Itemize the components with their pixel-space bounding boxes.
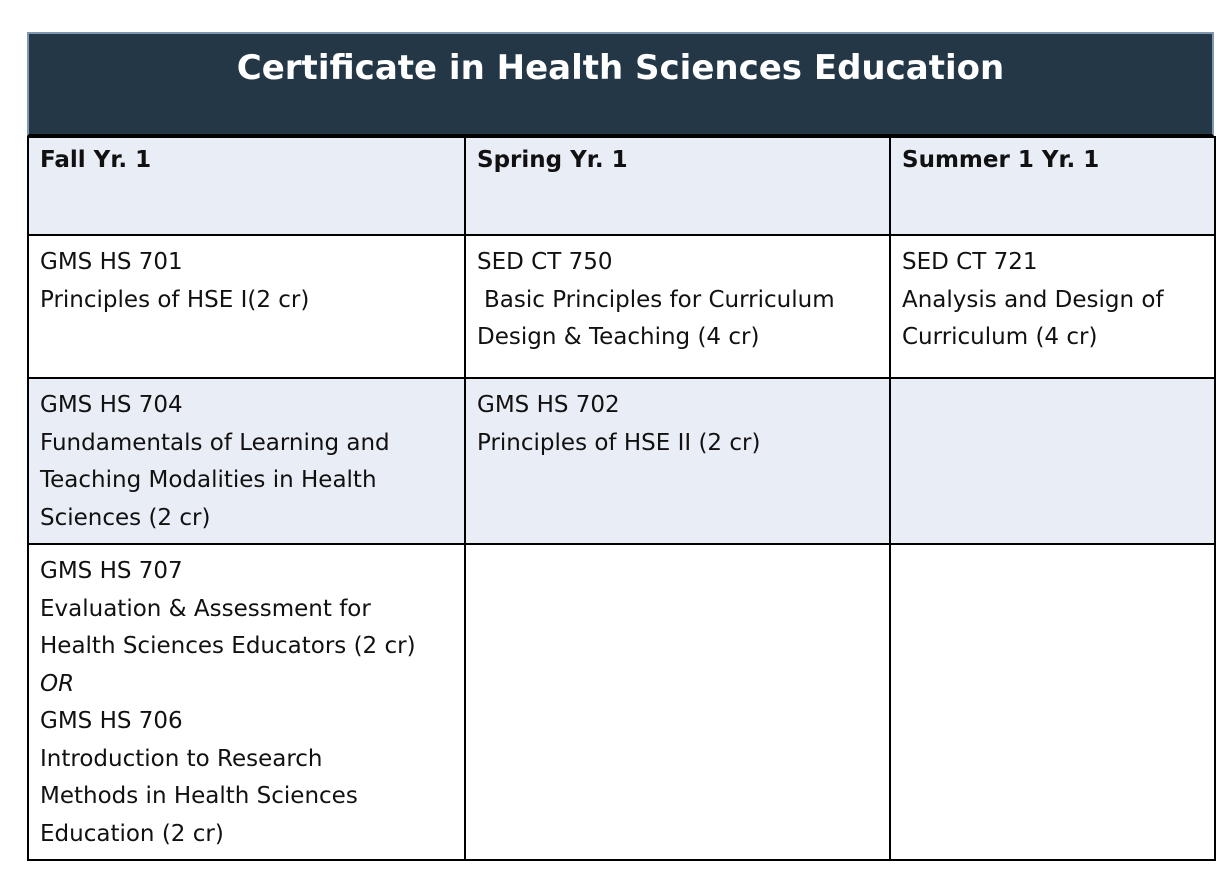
course-code: GMS HS 701 — [40, 249, 183, 275]
column-header-summer: Summer 1 Yr. 1 — [890, 137, 1215, 235]
course-code: GMS HS 707 — [40, 558, 183, 584]
certificate-document — [27, 32, 1214, 861]
course-title: Principles of HSE I(2 cr) — [40, 286, 310, 313]
course-code: SED CT 721 — [902, 249, 1038, 275]
course-code: GMS HS 702 — [477, 392, 620, 418]
course-title: Teaching Modalities in Health — [40, 467, 377, 493]
course-title: Fundamentals of Learning and — [40, 429, 390, 456]
course-title: Evaluation & Assessment for — [40, 595, 371, 622]
course-cell-summer — [890, 235, 1215, 378]
column-header-fall: Fall Yr. 1 — [28, 137, 465, 235]
course-title: Health Sciences Educators (2 cr) — [40, 633, 416, 659]
alt-course-code: GMS HS 706 — [40, 708, 183, 734]
alt-course-title: Introduction to Research — [40, 745, 323, 772]
course-cell-fall — [28, 235, 465, 378]
empty-cell-spring — [465, 544, 890, 860]
course-title: Sciences (2 cr) — [40, 504, 211, 531]
document-title: Certificate in Health Sciences Education — [27, 32, 1214, 136]
course-title: Curriculum (4 cr) — [902, 324, 1098, 350]
column-header-spring: Spring Yr. 1 — [465, 137, 890, 235]
table-row — [28, 544, 1215, 860]
empty-cell-summer — [890, 544, 1215, 860]
course-cell-spring — [465, 378, 890, 544]
course-cell-fall — [28, 544, 465, 860]
table-row — [28, 378, 1215, 544]
course-title: Design & Teaching (4 cr) — [477, 324, 760, 350]
course-code: SED CT 750 — [477, 249, 613, 275]
course-cell-fall — [28, 378, 465, 544]
course-schedule-table — [27, 136, 1216, 861]
course-title: Principles of HSE II (2 cr) — [477, 429, 761, 456]
alt-course-title: Methods in Health Sciences — [40, 783, 358, 809]
or-label: OR — [40, 670, 75, 697]
alt-course-title: Education (2 cr) — [40, 820, 224, 847]
table-header-row — [28, 137, 1215, 235]
empty-cell-summer — [890, 378, 1215, 544]
table-row — [28, 235, 1215, 378]
course-cell-spring — [465, 235, 890, 378]
course-title: Analysis and Design of — [902, 286, 1164, 313]
course-title: Basic Principles for Curriculum — [484, 286, 835, 313]
course-code: GMS HS 704 — [40, 392, 183, 418]
